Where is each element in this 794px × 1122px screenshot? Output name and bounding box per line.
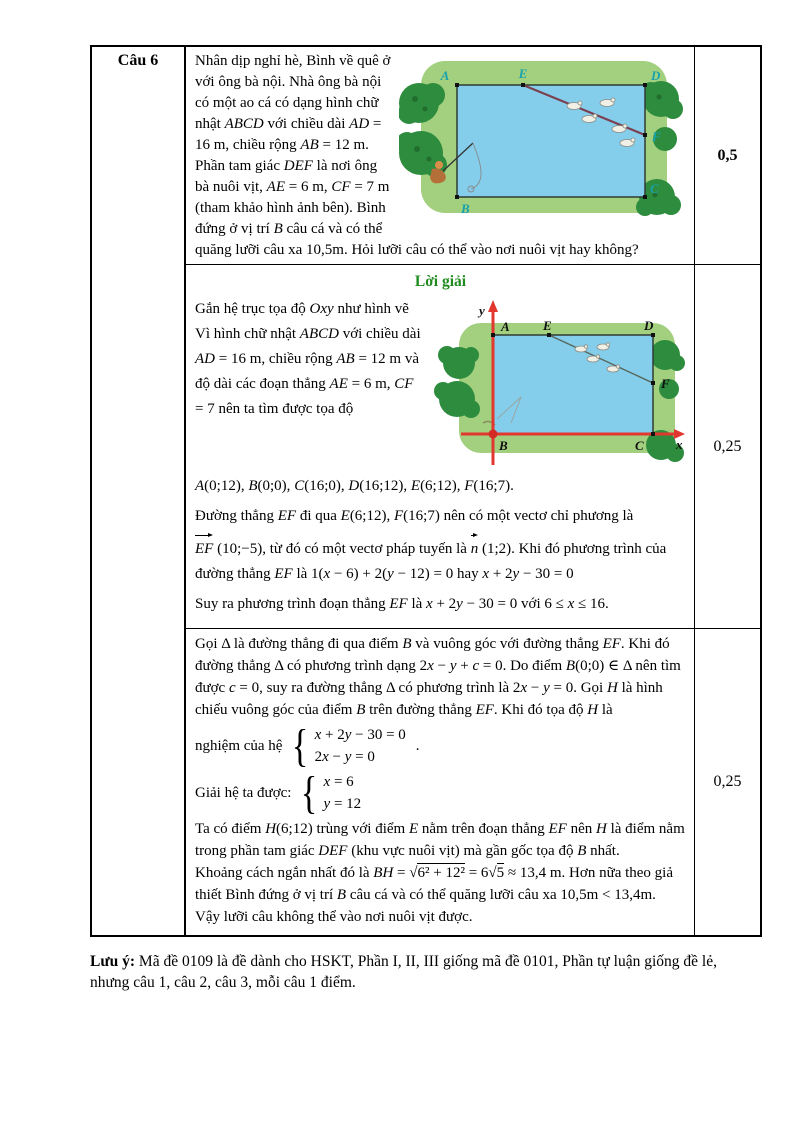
equation-system-2: [195, 767, 686, 819]
problem-text: Nhân dịp nghỉ hè, Bình về quê ở với ông bà nội. Nhà ông bà nội có một ao cá có dạng hình chữ nhật ABCD với chiều dài AD = 16 m, chiều rộng AB = 12 m. Phần tam giác DEF là nơi ông bà nuôi vịt, AE = 6 m, CF = 7 m (tham khảo hình ảnh bên). Bình đứng ở vị trí B câu cá và có thể quăng lưỡi câu xa 10,5m. Hỏi lưỡi câu có thể vào nơi nuôi vịt hay không?: [195, 53, 639, 258]
solution-title: Lời giải: [414, 273, 467, 290]
paragraph-conclusion: Vậy lưỡi câu không thể vào nơi nuôi vịt được.: [195, 909, 473, 925]
problem-cell: [186, 47, 695, 264]
paragraph-h: Ta có điểm H(6;12) trùng với điểm E nằm trên đoạn thẳng EF nên H là điểm nằm trong phần tam giác DEF (khu vực nuôi vịt) mà gần gốc tọa độ B nhất.: [195, 821, 685, 859]
solution-cell-2: [186, 629, 695, 935]
system-equations: [324, 771, 362, 815]
coords-line: A(0;12), B(0;0), C(16;0), D(16;12), E(6;12), F(16;7).: [195, 478, 514, 494]
score-cell-2: [695, 265, 760, 628]
score-value: 0,5: [717, 146, 738, 164]
question-label: Câu 6: [117, 52, 159, 69]
label-e: E: [543, 318, 552, 333]
pond-shape: [457, 85, 645, 197]
label-f: F: [661, 376, 670, 391]
pond-shape: [493, 335, 653, 434]
score-cell-3: [695, 629, 760, 935]
brace-glyph: {: [301, 767, 318, 819]
footer-note: Lưu ý: Mã đề 0109 là đề dành cho HSKT, Phần I, II, III giống mã đề 0101, Phần tự luận giống đề lẻ, nhưng câu 1, câu 2, câu 3, mỗi câu 1 điểm.: [90, 953, 717, 991]
system-label: nghiệm của hệ: [195, 738, 283, 754]
content-area: [90, 45, 762, 993]
problem-figure: [399, 51, 686, 221]
label-x-axis: x: [676, 437, 683, 452]
paragraph-ef-1: Đường thẳng EF đi qua E(6;12), F(16;7) nên có một vectơ chỉ phương là: [195, 508, 634, 524]
document-table: [90, 45, 762, 937]
label-f: F: [652, 129, 661, 144]
equation: y = 12: [323, 796, 362, 812]
origin-point: [489, 430, 498, 439]
table-rows: [186, 47, 760, 935]
label-d: D: [651, 68, 661, 83]
label-e: E: [518, 66, 528, 81]
row-solution-2: [186, 629, 760, 935]
paragraph-ef-3: Suy ra phương trình đoạn thẳng EF là x + 2y − 30 = 0 với 6 ≤ x ≤ 16.: [195, 596, 609, 612]
label-a: A: [440, 68, 450, 83]
label-a: A: [501, 319, 510, 334]
equation: x = 6: [323, 774, 354, 790]
label-b: B: [461, 201, 470, 216]
label-b: B: [499, 438, 508, 453]
score-cell-1: [695, 47, 760, 264]
tree-icon: [650, 340, 685, 371]
paragraph-ef-2: EF (10;−5), từ đó có một vectơ pháp tuyến là n (1;2). Khi đó phương trình của đường thẳng EF là 1(x − 6) + 2(y − 12) = 0 hay x + 2y − 30 = 0: [195, 534, 686, 587]
system-equations: [315, 724, 406, 768]
score-value: 0,25: [713, 773, 742, 790]
axis-y-arrow: [488, 300, 498, 312]
equation: 2x − y = 0: [314, 749, 375, 765]
brace-glyph: {: [292, 720, 309, 772]
solution-intro: Gắn hệ trục tọa độ Oxy như hình vẽ Vì hình chữ nhật ABCD với chiều dài AD = 16 m, chiều rộng AB = 12 m và độ dài các đoạn thẳng AE = 6 m, CF = 7 nên ta tìm được tọa độ: [195, 301, 421, 417]
paragraph-distance: Khoảng cách ngắn nhất đó là BH = √6² + 12² = 6√5 ≈ 13,4 m. Hơn nữa theo giả thiết Bình đứng ở vị trí B câu cá và có thể quăng lưỡi câu xa 10,5m < 13,4m.: [195, 865, 674, 903]
period: .: [415, 738, 420, 754]
score-value: 0,25: [713, 437, 742, 455]
paragraph-delta: Gọi Δ là đường thẳng đi qua điểm B và vuông góc với đường thẳng EF. Khi đó đường thẳng Δ có phương trình dạng 2x − y + c = 0. Do điểm B(0;0) ∈ Δ nên tìm được c = 0, suy ra đường thẳng Δ có phương trình là 2x − y = 0. Gọi H là hình chiếu vuông góc của điểm B trên đường thẳng EF. Khi đó tọa độ H là: [195, 636, 681, 718]
system-label: Giải hệ ta được:: [195, 785, 292, 801]
label-c: C: [635, 438, 644, 453]
equation-system-1: [195, 720, 686, 772]
solution-cell-1: [186, 265, 695, 628]
row-solution-1: [186, 265, 760, 629]
label-d: D: [644, 318, 654, 333]
label-c: C: [650, 181, 659, 196]
label-y-axis: y: [479, 303, 485, 318]
equation: x + 2y − 30 = 0: [314, 727, 406, 743]
solution-figure: [431, 297, 686, 467]
row-problem: [186, 47, 760, 265]
question-number-cell: [92, 47, 186, 935]
